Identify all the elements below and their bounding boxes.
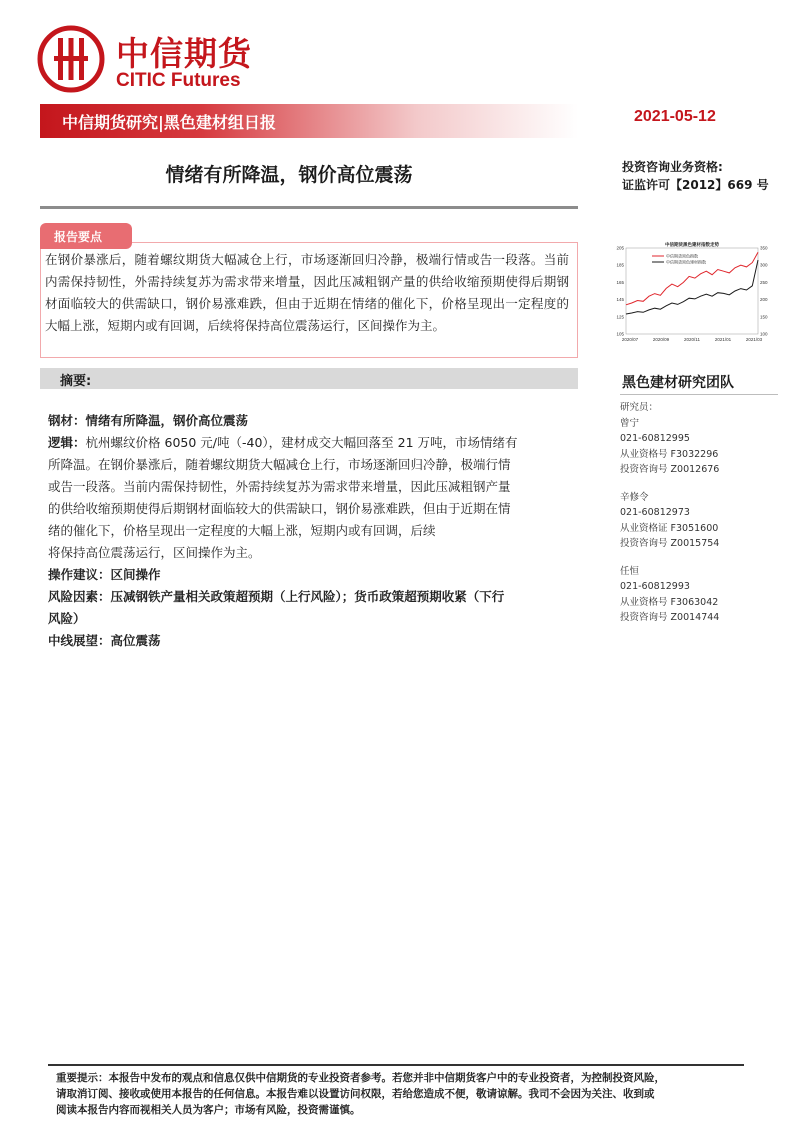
report-banner	[40, 104, 578, 138]
member-name: 曾宁	[620, 417, 640, 429]
team-title: 黑色建材研究团队	[622, 375, 734, 391]
member-phone: 021-60812973	[620, 507, 690, 518]
abstract-line: 风险因素：压减钢铁产量相关政策超预期（上行风险）；货币政策超预期收紧（下行	[48, 589, 505, 604]
y-right-tick-label: 200	[760, 297, 768, 303]
team-role: 研究员：	[620, 402, 659, 413]
member-cert: 从业资格号 F3063042	[620, 596, 719, 608]
abstract-line: 钢材：情绪有所降温，钢价高位震荡	[48, 413, 249, 428]
abstract-body	[48, 410, 568, 652]
y-right-tick-label: 250	[760, 279, 768, 285]
abstract-line: 风险）	[48, 611, 86, 626]
abstract-line: 将保持高位震荡运行，区间操作为主。	[48, 545, 261, 560]
legend-label: 中信期货黑色建材指数	[666, 259, 706, 265]
disclaimer-line: 请取消订阅、接收或使用本报告的任何信息。本报告难以设置访问权限，若给您造成不便，敬请谅解。我司不会因为关注、收到或	[56, 1088, 655, 1100]
y-right-tick-label: 300	[760, 262, 768, 268]
footer-divider	[48, 1064, 744, 1066]
member-cert: 从业资格证 F3051600	[620, 522, 719, 534]
abstract-line: 的供给收缩预期使得后期钢材面临较大的供需缺口，钢价易涨难跌，但由于近期在情	[48, 501, 511, 516]
x-tick-label: 2020/09	[652, 337, 670, 342]
team-list	[620, 400, 780, 626]
y-left-tick-label: 145	[616, 297, 624, 303]
x-tick-label: 2021/01	[714, 337, 732, 342]
title-divider	[40, 206, 578, 209]
abstract-bar	[40, 368, 578, 389]
y-left-tick-label: 125	[616, 314, 624, 320]
keypoints-tag	[40, 223, 132, 249]
disclaimer-line: 重要提示：本报告中发布的观点和信息仅供中信期货的专业投资者参考。若您并非中信期货客户中的专业投资者，为控制投资风险，	[56, 1072, 665, 1084]
member-name: 辛修令	[620, 491, 649, 503]
banner-title: 中信期货研究|黑色建材组日报	[62, 113, 276, 132]
y-left-tick-label: 165	[616, 279, 624, 285]
footer-disclaimer	[56, 1070, 746, 1118]
y-right-tick-label: 150	[760, 314, 768, 320]
brand-logo	[36, 24, 256, 96]
series-line	[626, 260, 758, 314]
keypoints-box	[40, 242, 578, 358]
member-phone: 021-60812993	[620, 581, 690, 592]
x-tick-label: 2021/03	[745, 337, 763, 342]
member-name: 任恒	[620, 565, 640, 577]
brand-name-cn: 中信期货	[116, 34, 252, 73]
member-phone: 021-60812995	[620, 433, 690, 444]
chart-title: 中信期货黑色建材指数走势	[665, 243, 719, 248]
abstract-label: 摘要:	[60, 374, 92, 389]
team-divider	[620, 394, 778, 395]
report-title: 情绪有所降温，钢价高位震荡	[165, 164, 413, 186]
y-right-tick-label: 100	[760, 331, 768, 337]
abstract-line: 中线展望：高位震荡	[48, 633, 161, 648]
member-cert: 投资咨询号 Z0015754	[620, 538, 720, 549]
x-tick-label: 2020/11	[684, 337, 700, 342]
abstract-line: 逻辑：杭州螺纹价格 6050 元/吨（-40），建材成交大幅回落至 21 万吨，市场情绪有	[48, 435, 518, 450]
abstract-line: 或告一段落。当前内需保持韧性，外需持续复苏为需求带来增量，因此压减粗钢产量	[48, 479, 511, 494]
abstract-line: 绪的催化下，价格呈现出一定程度的大幅上涨，短期内或有回调，后续	[48, 523, 436, 538]
qualification-line-2: 证监许可【2012】669 号	[622, 178, 769, 192]
citic-logo-icon	[36, 24, 106, 94]
member-cert: 从业资格号 F3032296	[620, 448, 719, 460]
x-tick-label: 2020/07	[621, 337, 639, 342]
qualification-line-1: 投资咨询业务资格:	[622, 160, 723, 174]
report-date: 2021-05-12	[634, 108, 716, 125]
legend-label: 中信期货黑色指数	[666, 253, 698, 259]
member-cert: 投资咨询号 Z0014744	[620, 612, 720, 623]
disclaimer-line: 阅读本报告内容而视相关人员为客户；市场有风险，投资需谨慎。	[56, 1104, 361, 1116]
member-cert: 投资咨询号 Z0012676	[620, 464, 720, 475]
y-left-tick-label: 185	[616, 262, 624, 268]
y-right-tick-label: 350	[760, 245, 768, 251]
brand-name-en: CITIC Futures	[116, 70, 241, 91]
keypoints-text: 在钢价暴涨后，随着螺纹期货大幅减仓上行，市场逐渐回归冷静，极端行情或告一段落。当前内需保持韧性，外需持续复苏为需求带来增量，因此压减粗钢产量的供给收缩预期使得后期钢材面临较大的供需缺口，钢价易涨难跌，但由于近期在情绪的催化下，价格呈现出一定程度的大幅上涨，短期内或有回调，后续将保持高位震荡运行，区间操作为主。	[45, 252, 569, 333]
y-left-tick-label: 205	[616, 245, 624, 251]
y-left-tick-label: 105	[616, 331, 624, 337]
abstract-line: 操作建议：区间操作	[48, 567, 161, 582]
keypoints-tag-label: 报告要点	[54, 230, 103, 244]
abstract-line: 所降温。在钢价暴涨后，随着螺纹期货大幅减仓上行，市场逐渐回归冷静，极端行情	[48, 457, 511, 472]
index-chart	[606, 240, 778, 348]
